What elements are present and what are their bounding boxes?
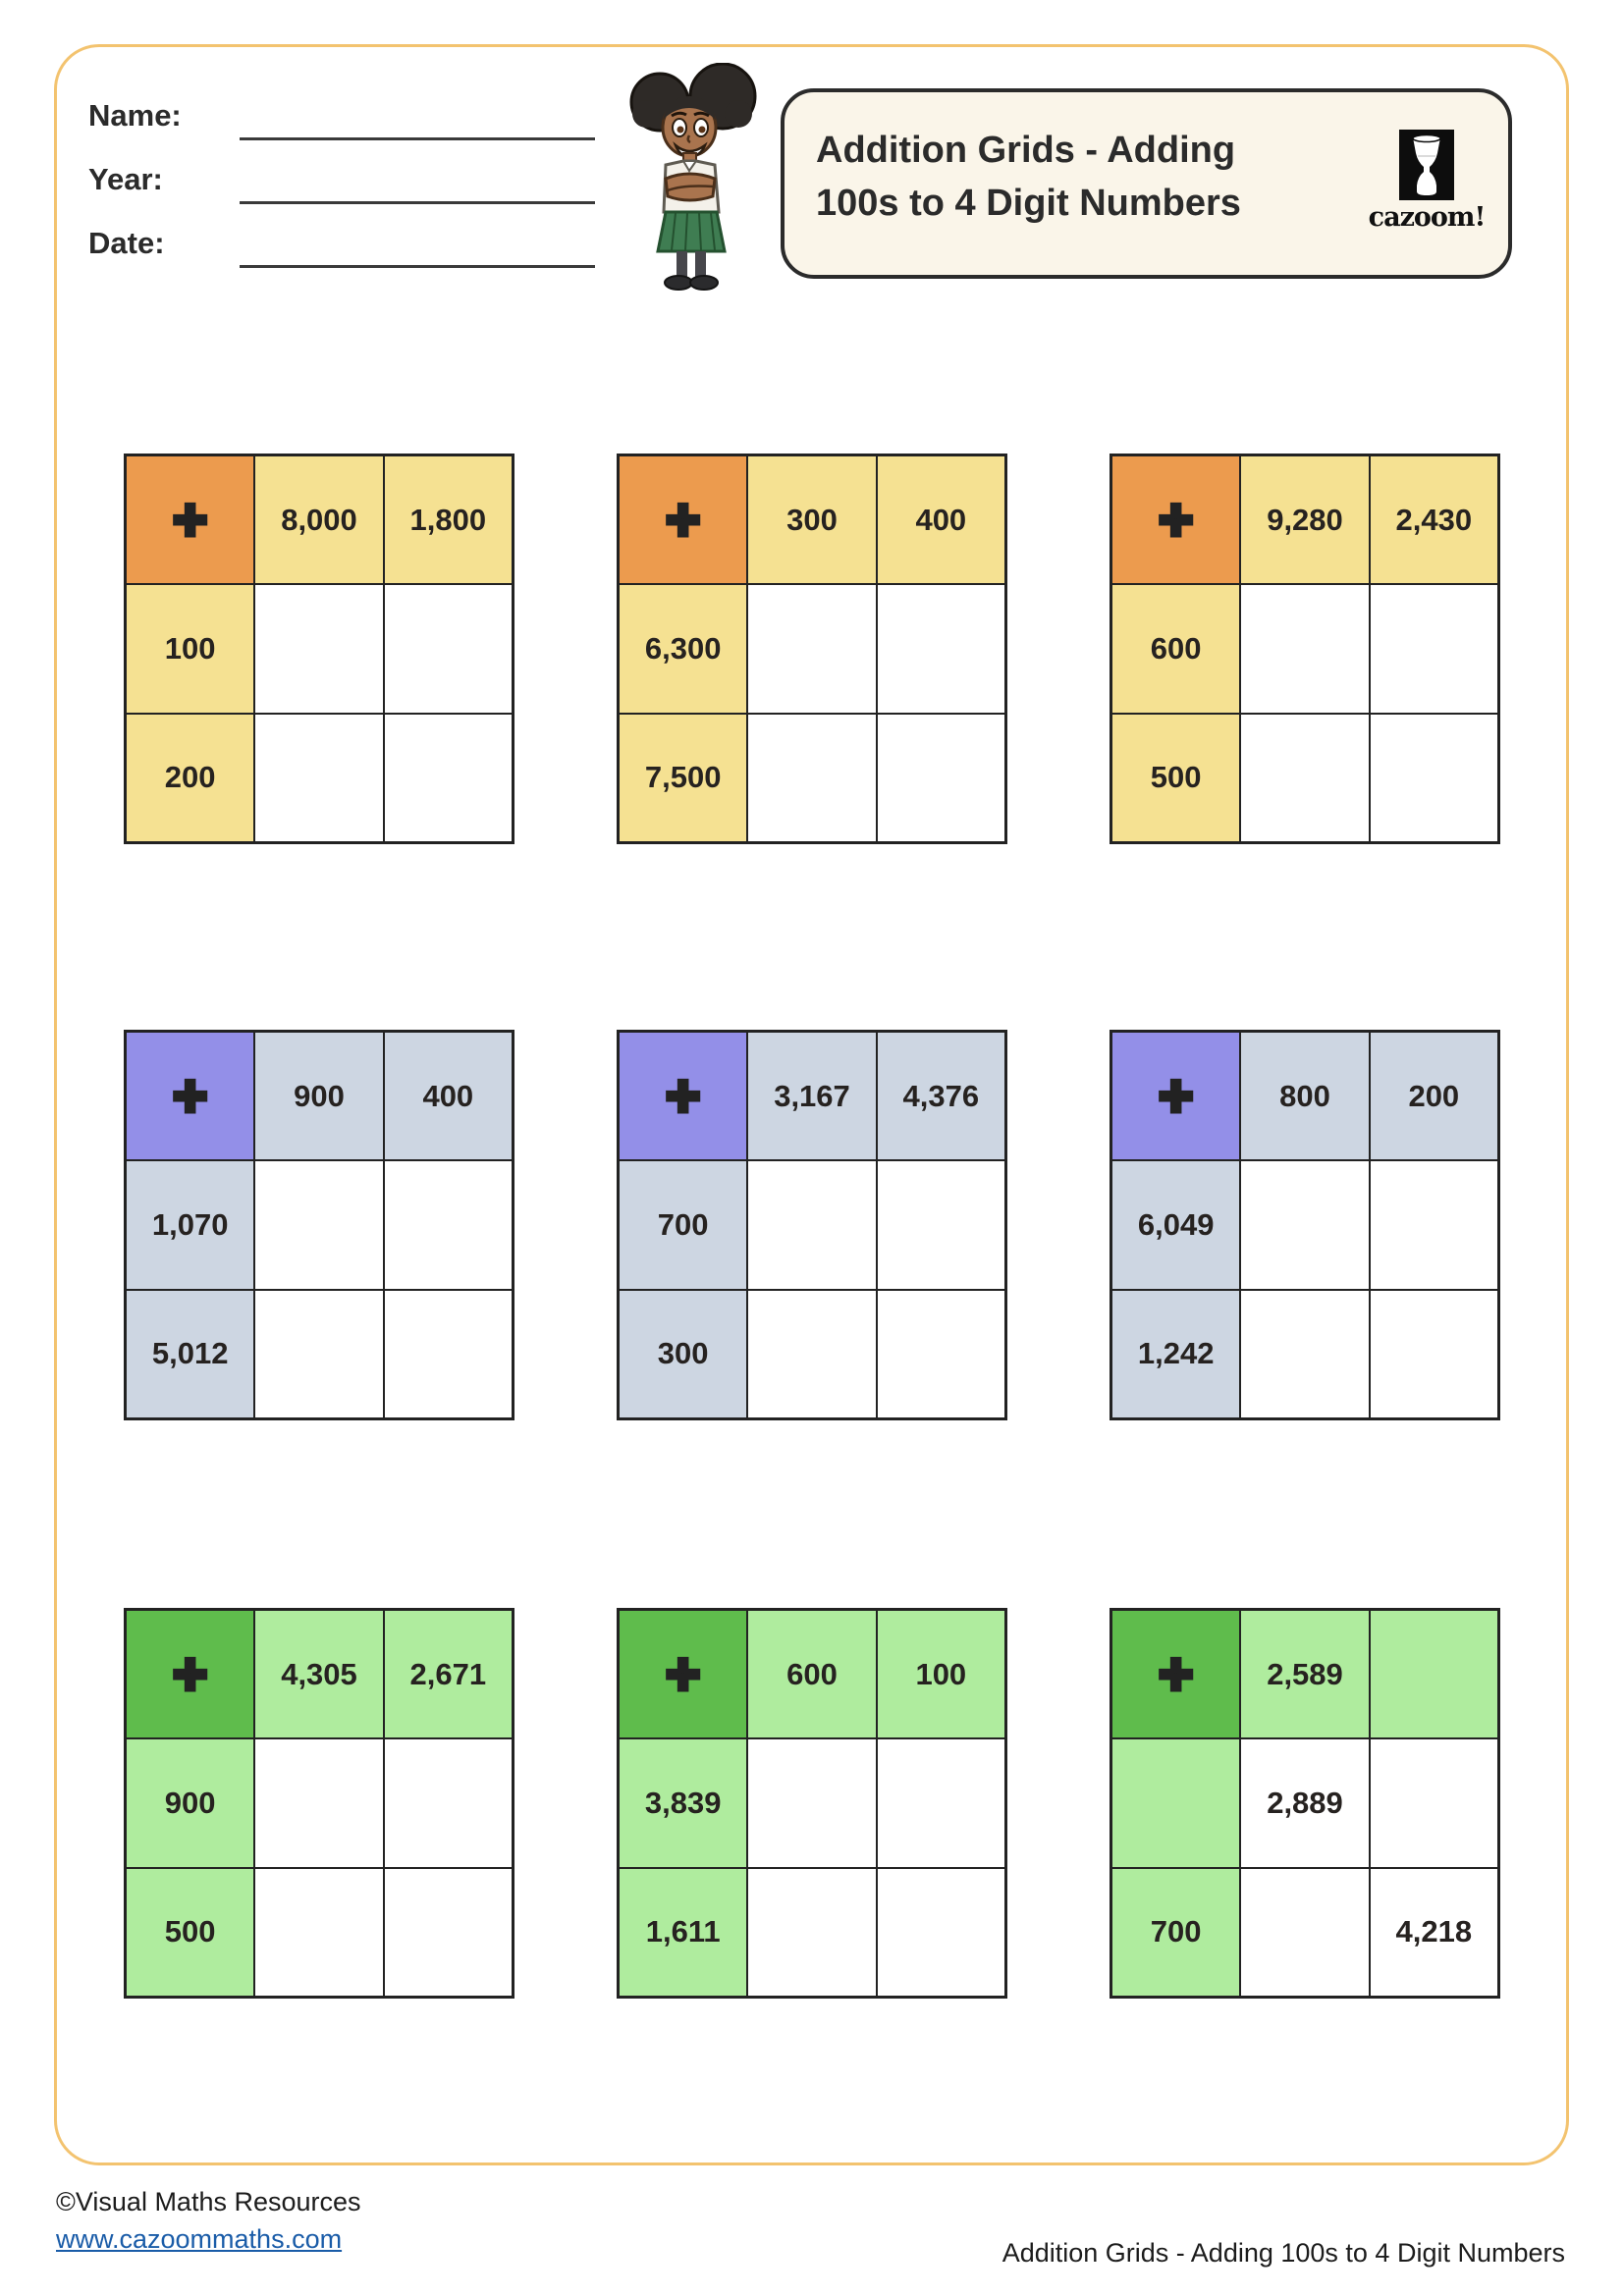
column-header-cell: 1,800 [384,455,513,584]
student-girl-illustration [624,63,762,295]
answer-cell[interactable] [877,584,1005,713]
answer-cell[interactable] [877,1290,1005,1418]
row-header-cell: 200 [126,714,254,842]
row-header-cell: 300 [619,1290,747,1418]
column-header-cell: 900 [254,1032,383,1160]
answer-cell[interactable] [254,1160,383,1289]
row-header-cell: 900 [126,1738,254,1867]
plus-icon: + [666,1062,701,1129]
row-header-cell: 500 [126,1868,254,1997]
plus-cell [619,455,747,584]
answer-cell[interactable] [1370,1160,1498,1289]
answer-cell[interactable] [384,714,513,842]
column-header-cell: 4,376 [877,1032,1005,1160]
cazoom-logo [1363,130,1490,233]
plus-cell [1111,455,1240,584]
answer-cell[interactable] [1240,1160,1369,1289]
addition-grid-5 [617,1030,1007,1420]
addition-grid-2 [617,454,1007,844]
copyright-text: ©Visual Maths Resources [56,2187,361,2216]
answer-cell: 4,218 [1370,1868,1498,1997]
plus-icon: + [666,1640,701,1707]
row-header-cell: 5,012 [126,1290,254,1418]
answer-cell[interactable] [747,1868,876,1997]
name-field-row [88,98,599,143]
row-header-cell: 1,242 [1111,1290,1240,1418]
addition-grid-8 [617,1608,1007,1999]
row-header-cell: 6,049 [1111,1160,1240,1289]
plus-icon: + [1159,1640,1194,1707]
row-header-cell [1111,1738,1240,1867]
name-label: Name: [88,98,182,133]
answer-cell[interactable] [1240,1868,1369,1997]
plus-icon: + [173,486,208,553]
row-header-cell: 3,839 [619,1738,747,1867]
answer-cell[interactable] [254,1290,383,1418]
plus-icon: + [666,486,701,553]
column-header-cell [1370,1610,1498,1738]
plus-cell [619,1610,747,1738]
column-header-cell: 800 [1240,1032,1369,1160]
plus-cell [1111,1610,1240,1738]
column-header-cell: 2,430 [1370,455,1498,584]
row-header-cell: 6,300 [619,584,747,713]
column-header-cell: 4,305 [254,1610,383,1738]
row-header-cell: 700 [619,1160,747,1289]
title-line-2: 100s to 4 Digit Numbers [816,183,1241,224]
answer-cell[interactable] [1370,584,1498,713]
row-header-cell: 600 [1111,584,1240,713]
row-header-cell: 100 [126,584,254,713]
row-header-cell: 7,500 [619,714,747,842]
addition-grid-6 [1110,1030,1500,1420]
footer-worksheet-title: Addition Grids - Adding 100s to 4 Digit Numbers [1001,2238,1565,2268]
column-header-cell: 300 [747,455,876,584]
answer-cell[interactable] [747,1738,876,1867]
row-header-cell: 1,070 [126,1160,254,1289]
plus-icon: + [1159,1062,1194,1129]
answer-cell[interactable] [1240,584,1369,713]
plus-icon: + [173,1640,208,1707]
column-header-cell: 3,167 [747,1032,876,1160]
row-header-cell: 500 [1111,714,1240,842]
answer-cell[interactable] [747,584,876,713]
plus-cell [126,1610,254,1738]
column-header-cell: 600 [747,1610,876,1738]
date-input-line[interactable] [240,265,595,268]
column-header-cell: 2,589 [1240,1610,1369,1738]
addition-grid-1 [124,454,514,844]
answer-cell[interactable] [877,1160,1005,1289]
answer-cell[interactable] [384,1290,513,1418]
worksheet-title-box [781,88,1512,279]
plus-cell [619,1032,747,1160]
answer-cell[interactable] [877,1868,1005,1997]
column-header-cell: 400 [384,1032,513,1160]
cazoom-logo-text: cazoom! [1368,202,1486,233]
row-header-cell: 1,611 [619,1868,747,1997]
answer-cell: 2,889 [1240,1738,1369,1867]
addition-grid-4 [124,1030,514,1420]
name-input-line[interactable] [240,137,595,140]
answer-cell[interactable] [384,1738,513,1867]
column-header-cell: 200 [1370,1032,1498,1160]
plus-icon: + [173,1062,208,1129]
answer-cell[interactable] [747,714,876,842]
answer-cell[interactable] [747,1290,876,1418]
cazoommaths-link[interactable]: www.cazoommaths.com [56,2224,343,2254]
answer-cell[interactable] [877,714,1005,842]
date-label: Date: [88,226,165,260]
plus-cell [126,1032,254,1160]
column-header-cell: 2,671 [384,1610,513,1738]
column-header-cell: 100 [877,1610,1005,1738]
answer-cell[interactable] [254,584,383,713]
answer-cell[interactable] [384,584,513,713]
answer-cell[interactable] [1240,714,1369,842]
worksheet-title [816,124,1241,230]
answer-cell[interactable] [254,1868,383,1997]
plus-cell [126,455,254,584]
answer-cell[interactable] [747,1160,876,1289]
date-field-row [88,226,599,271]
answer-cell[interactable] [1370,1738,1498,1867]
row-header-cell: 700 [1111,1868,1240,1997]
answer-cell[interactable] [254,714,383,842]
year-input-line[interactable] [240,201,595,204]
column-header-cell: 8,000 [254,455,383,584]
plus-icon: + [1159,486,1194,553]
djembe-drum-icon [1399,130,1454,200]
addition-grid-7 [124,1608,514,1999]
answer-cell[interactable] [1370,714,1498,842]
addition-grid-9 [1110,1608,1500,1999]
year-field-row [88,162,599,207]
column-header-cell: 9,280 [1240,455,1369,584]
column-header-cell: 400 [877,455,1005,584]
plus-cell [1111,1032,1240,1160]
answer-cell[interactable] [877,1738,1005,1867]
answer-cell[interactable] [384,1160,513,1289]
answer-cell[interactable] [254,1738,383,1867]
year-label: Year: [88,162,163,196]
answer-cell[interactable] [384,1868,513,1997]
answer-cell[interactable] [1370,1290,1498,1418]
title-line-1: Addition Grids - Adding [816,130,1236,171]
answer-cell[interactable] [1240,1290,1369,1418]
addition-grid-3 [1110,454,1500,844]
